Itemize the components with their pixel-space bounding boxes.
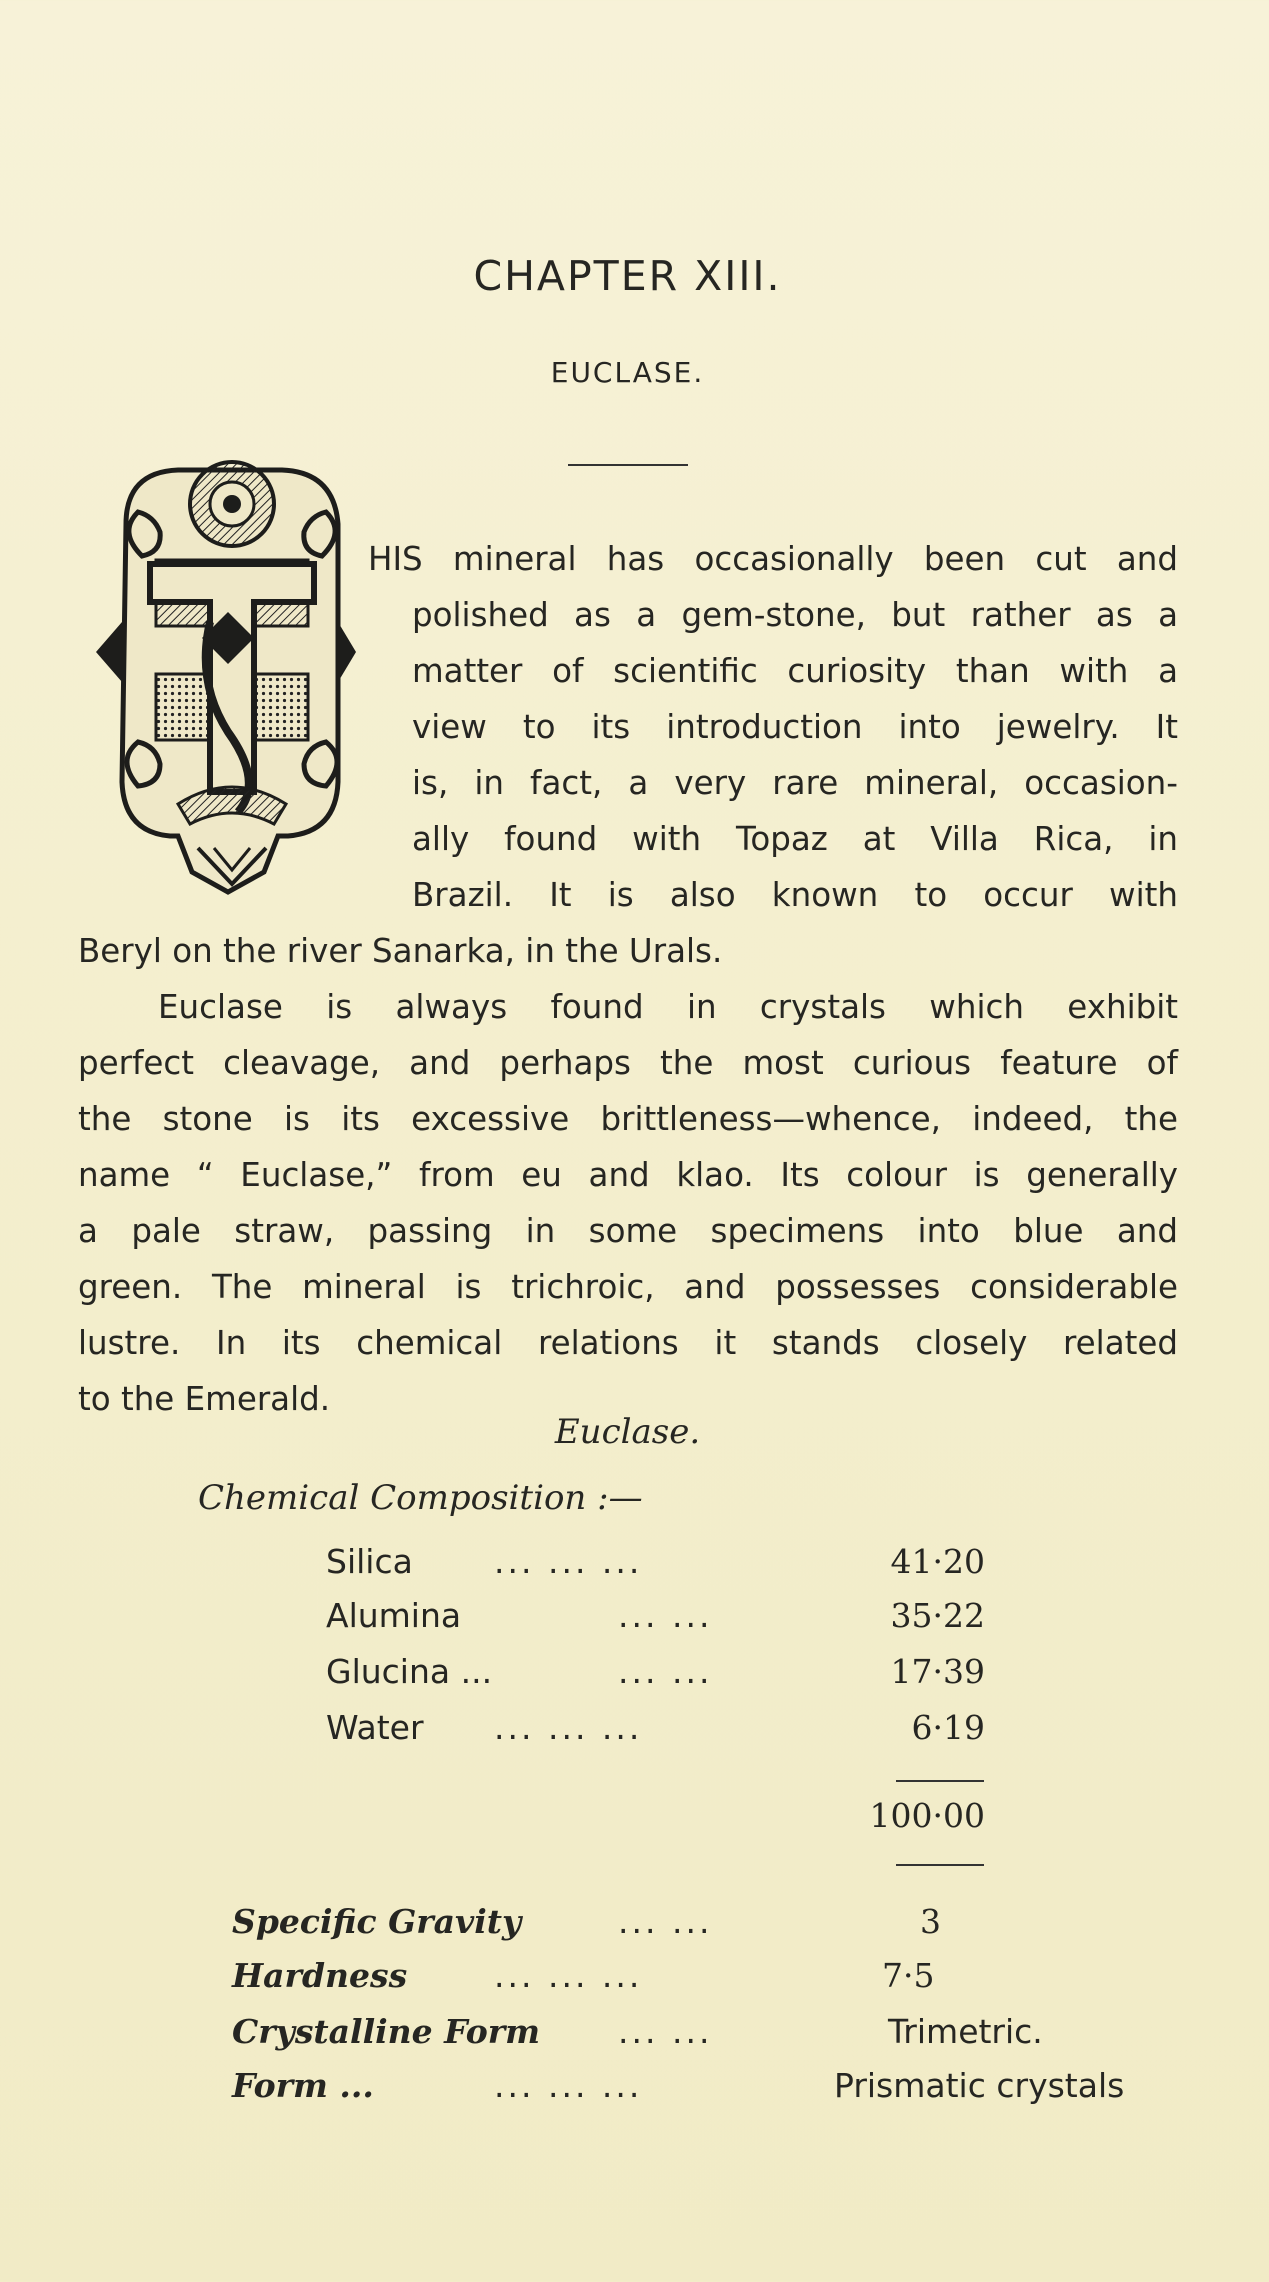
leader-dots: ... ...	[618, 1596, 713, 1635]
text-line: Euclase is always found in crystals which exhibit	[158, 988, 1178, 1026]
text-line: a pale straw, passing in some specimens into blue and	[78, 1212, 1178, 1250]
component-value: 41·20	[890, 1542, 985, 1581]
property-value: 3	[920, 1902, 941, 1941]
property-value: Prismatic crystals	[834, 2066, 1125, 2105]
text-line: matter of scientific curiosity than with a	[412, 652, 1178, 690]
text-line: polished as a gem-stone, but rather as a	[412, 596, 1178, 634]
text-line: green. The mineral is trichroic, and possesses considerable	[78, 1268, 1178, 1306]
text-line: perfect cleavage, and perhaps the most curious feature of	[78, 1044, 1178, 1082]
property-row	[0, 1956, 1200, 2006]
component-name: Glucina ...	[326, 1652, 493, 1691]
property-name: Form ...	[232, 2066, 374, 2105]
section-title: EUCLASE.	[550, 356, 705, 389]
text-line: Brazil. It is also known to occur with	[412, 876, 1178, 914]
property-row	[0, 1902, 1200, 1952]
text-line: name “ Euclase,” from eu and klao. Its colour is generally	[78, 1156, 1178, 1194]
table-caption: Euclase.	[554, 1412, 701, 1452]
composition-label: Chemical Composition :—	[198, 1478, 643, 1518]
property-name: Crystalline Form	[232, 2012, 541, 2051]
property-row	[0, 2012, 1200, 2062]
component-value: 35·22	[890, 1596, 985, 1635]
leader-dots: ... ...	[618, 1902, 713, 1941]
text-line: ally found with Topaz at Villa Rica, in	[412, 820, 1178, 858]
text-line: to the Emerald.	[78, 1380, 331, 1418]
leader-dots: ... ... ...	[494, 2066, 643, 2105]
paragraph-intro	[78, 531, 1178, 979]
text-line: view to its introduction into jewelry. It	[412, 708, 1178, 746]
component-value: 17·39	[890, 1652, 985, 1691]
text-line: the stone is its excessive brittleness—whence, indeed, the	[78, 1100, 1178, 1138]
property-name: Specific Gravity	[232, 1902, 522, 1941]
chapter-title: CHAPTER XIII.	[473, 252, 782, 300]
property-value: 7·5	[882, 1956, 935, 1995]
composition-row	[0, 1596, 1200, 1646]
text-line: lustre. In its chemical relations it stands closely related	[78, 1324, 1178, 1362]
leader-dots: ... ...	[618, 1652, 713, 1691]
sum-rule	[896, 1864, 984, 1866]
text-line: is, in fact, a very rare mineral, occasion-	[412, 764, 1178, 802]
component-name: Water	[326, 1708, 424, 1747]
sum-rule	[896, 1780, 984, 1782]
component-name: Silica	[326, 1542, 413, 1581]
composition-row	[0, 1652, 1200, 1702]
section-divider	[568, 464, 688, 466]
component-value: 6·19	[911, 1708, 985, 1747]
composition-row	[0, 1542, 1200, 1592]
text-line: HIS mineral has occasionally been cut and	[368, 540, 1178, 578]
property-row	[0, 2066, 1200, 2116]
leader-dots: ... ... ...	[494, 1708, 643, 1747]
property-name: Hardness	[232, 1956, 408, 1995]
component-name: Alumina	[326, 1596, 462, 1635]
composition-row	[0, 1708, 1200, 1758]
text-line: Beryl on the river Sanarka, in the Urals.	[78, 932, 723, 970]
total-value: 100·00	[869, 1796, 985, 1835]
property-value: Trimetric.	[888, 2012, 1043, 2051]
leader-dots: ... ... ...	[494, 1542, 643, 1581]
paragraph-description	[78, 979, 1178, 1427]
leader-dots: ... ... ...	[494, 1956, 643, 1995]
leader-dots: ... ...	[618, 2012, 713, 2051]
total-row	[0, 1796, 1200, 1846]
